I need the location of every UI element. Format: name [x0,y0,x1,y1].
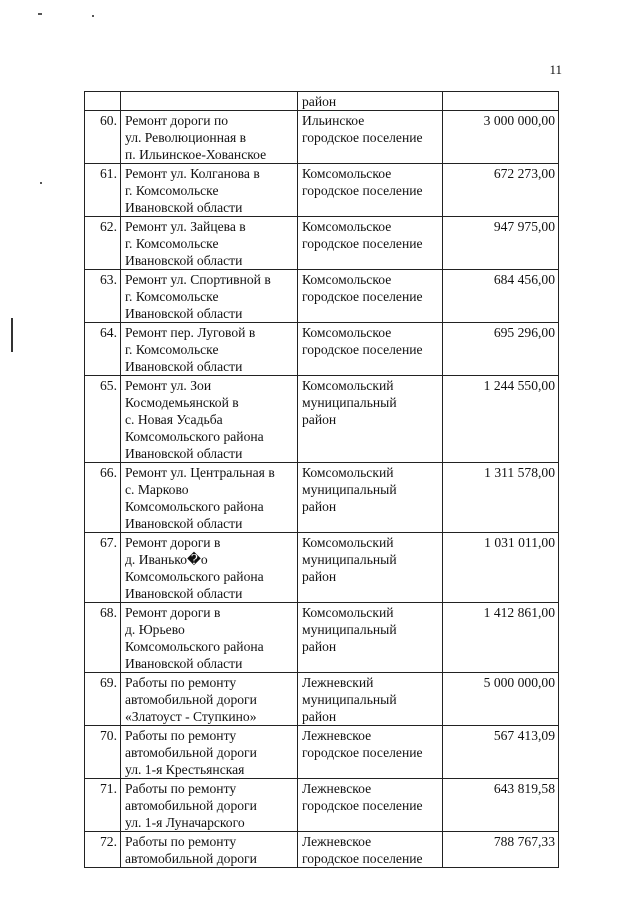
row-number: 62. [85,217,121,270]
work-name: Ремонт дороги в д. Юрьево Комсомольского района Ивановской области [121,603,298,673]
work-name: Ремонт дороги по ул. Революционная в п. Ильинское-Хованское [121,111,298,164]
municipality: Комсомольское городское поселение [298,270,443,323]
table-row [85,270,559,323]
amount: 695 296,00 [443,323,559,376]
table-row [85,323,559,376]
table-row [85,603,559,673]
amount: 947 975,00 [443,217,559,270]
table-row [85,726,559,779]
work-name [121,92,298,111]
work-name: Ремонт дороги в д. Иванько�о Комсомольского района Ивановской области [121,533,298,603]
amount: 643 819,58 [443,779,559,832]
roads-table [84,91,559,868]
municipality: Комсомольский муниципальный район [298,533,443,603]
table-row [85,164,559,217]
municipality: Лежневское городское поселение [298,779,443,832]
amount: 567 413,09 [443,726,559,779]
table-row-fragment [85,92,559,111]
row-number: 67. [85,533,121,603]
municipality: Лежневский муниципальный район [298,673,443,726]
row-number: 66. [85,463,121,533]
row-number: 60. [85,111,121,164]
table-row [85,832,559,868]
row-number: 72. [85,832,121,868]
amount: 5 000 000,00 [443,673,559,726]
municipality: Комсомольский муниципальный район [298,603,443,673]
table-row [85,376,559,463]
municipality: Ильинское городское поселение [298,111,443,164]
amount [443,92,559,111]
municipality: Комсомольский муниципальный район [298,463,443,533]
municipality: Комсомольское городское поселение [298,164,443,217]
row-number [85,92,121,111]
amount: 1 412 861,00 [443,603,559,673]
table-row [85,111,559,164]
margin-mark [11,318,13,352]
work-name: Работы по ремонту автомобильной дороги ул. 1-я Крестьянская [121,726,298,779]
municipality: Комсомольское городское поселение [298,323,443,376]
scan-speck [92,15,94,17]
amount: 788 767,33 [443,832,559,868]
amount: 3 000 000,00 [443,111,559,164]
amount: 684 456,00 [443,270,559,323]
scan-speck [38,13,42,15]
row-number: 64. [85,323,121,376]
amount: 1 244 550,00 [443,376,559,463]
amount: 1 311 578,00 [443,463,559,533]
table-row [85,779,559,832]
row-number: 68. [85,603,121,673]
work-name: Работы по ремонту автомобильной дороги ул. 1-я Луначарского [121,779,298,832]
work-name: Ремонт ул. Колганова в г. Комсомольске Ивановской области [121,164,298,217]
row-number: 63. [85,270,121,323]
work-name: Ремонт ул. Зои Космодемьянской в с. Новая Усадьба Комсомольского района Ивановской области [121,376,298,463]
row-number: 61. [85,164,121,217]
work-name: Работы по ремонту автомобильной дороги [121,832,298,868]
row-number: 70. [85,726,121,779]
work-name: Ремонт ул. Спортивной в г. Комсомольске Ивановской области [121,270,298,323]
work-name: Ремонт ул. Зайцева в г. Комсомольске Ивановской области [121,217,298,270]
work-name: Ремонт пер. Луговой в г. Комсомольске Ивановской области [121,323,298,376]
amount: 1 031 011,00 [443,533,559,603]
municipality: Лежневское городское поселение [298,726,443,779]
municipality: Комсомольское городское поселение [298,217,443,270]
table-row [85,217,559,270]
amount: 672 273,00 [443,164,559,217]
municipality: Лежневское городское поселение [298,832,443,868]
work-name: Работы по ремонту автомобильной дороги «Златоуст - Ступкино» [121,673,298,726]
row-number: 65. [85,376,121,463]
table-row [85,673,559,726]
municipality: район [298,92,443,111]
scan-speck [40,182,42,184]
row-number: 71. [85,779,121,832]
page-number: 11 [549,62,562,77]
row-number: 69. [85,673,121,726]
table-row [85,533,559,603]
table-row [85,463,559,533]
municipality: Комсомольский муниципальный район [298,376,443,463]
work-name: Ремонт ул. Центральная в с. Марково Комсомольского района Ивановской области [121,463,298,533]
